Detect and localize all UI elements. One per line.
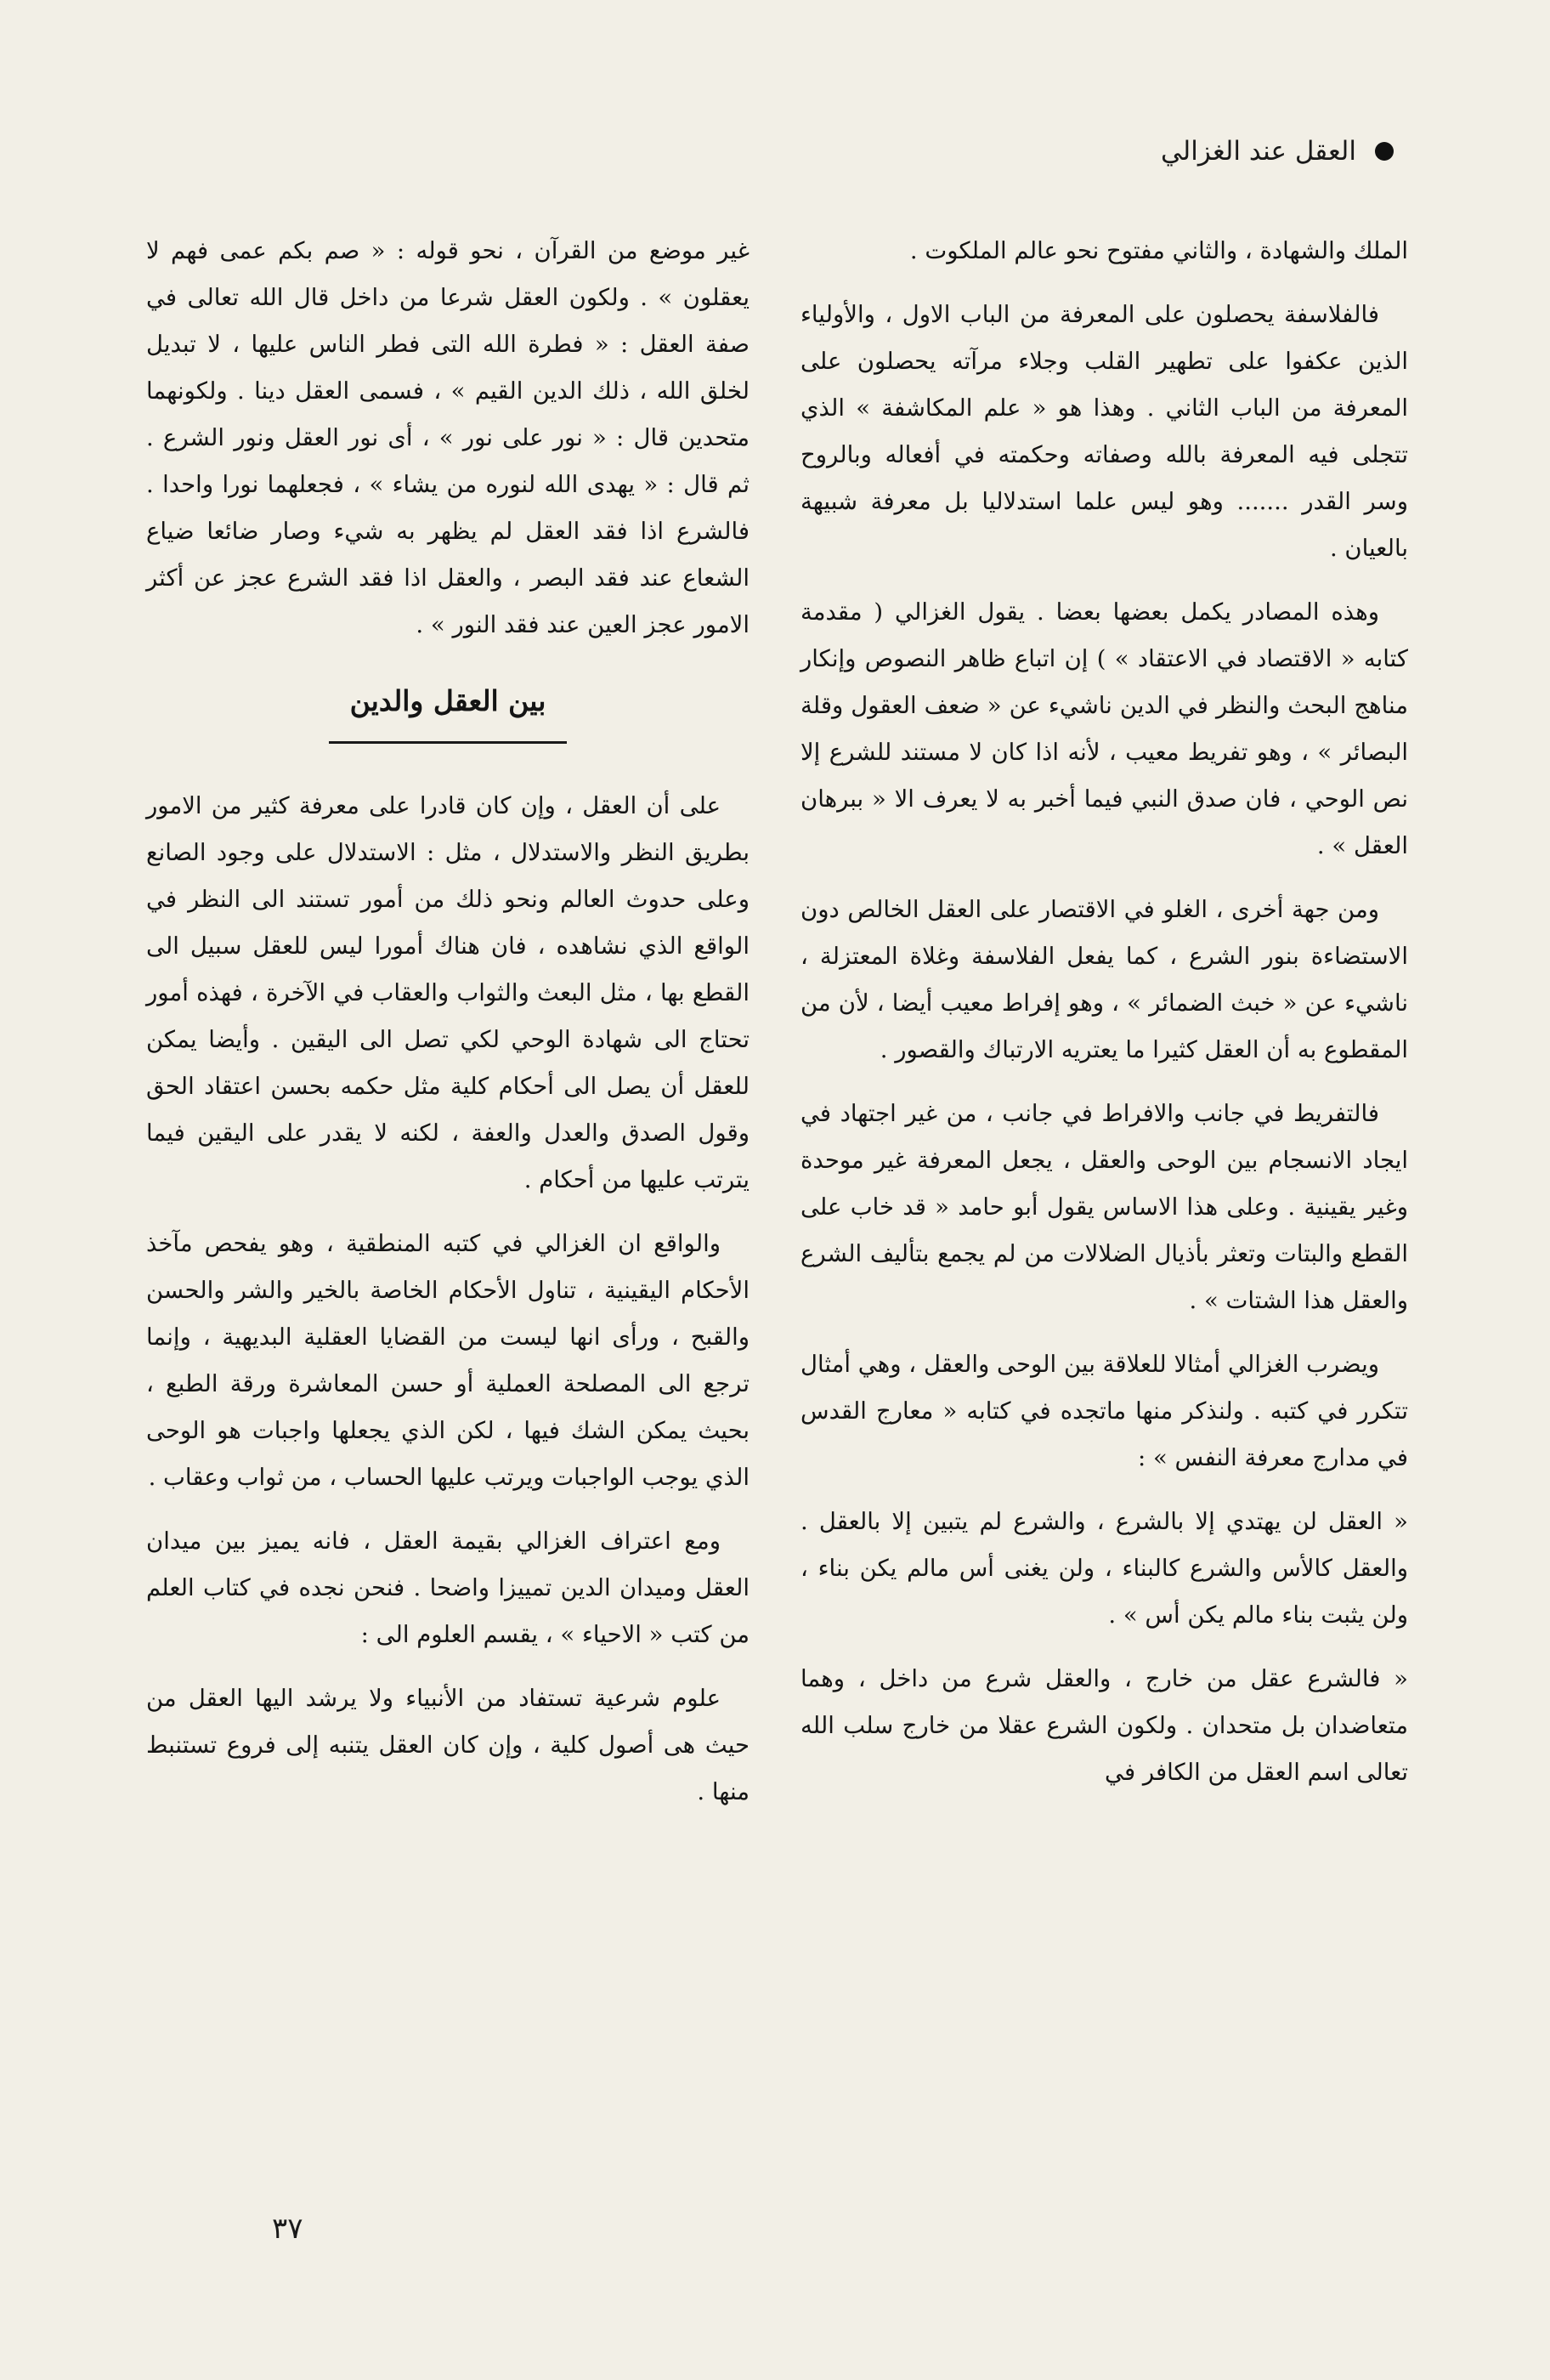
paragraph: على أن العقل ، وإن كان قادرا على معرفة كثير من الامور بطريق النظر والاستدلال ، مثل : الاستدلال على وجود الصانع وعلى حدوث العالم ونحو ذلك من أمور تستند الى النظر في الواقع الذي نشاهده ، فان هناك أمورا ليس للعقل سبيل الى القطع بها ، مثل البعث والثواب والعقاب في الآخرة ، فهذه أمور تحتاج الى شهادة الوحي لكي تصل الى اليقين . وأيضا يمكن للعقل أن يصل الى أحكام كلية مثل حكمه بحسن اعتقاد الحق وقول الصدق والعدل والعفة ، لكنه لا يقدر على اليقين فيما يترتب عليها من أحكام . — [146, 792, 750, 1193]
paragraph: وهذه المصادر يكمل بعضها بعضا . يقول الغزالي ( مقدمة كتابه « الاقتصاد في الاعتقاد » ) إن اتباع ظاهر النصوص وإنكار مناهج البحث والنظر في الدين ناشيء عن « ضعف العقول وقلة البصائر » ، وهو تفريط معيب ، لأنه اذا كان لا مستند للشرع إلا نص الوحي ، فان صدق النبي فيما أخبر به لا يعرف الا « ببرهان العقل » . — [800, 598, 1408, 859]
paragraph: علوم شرعية تستفاد من الأنبياء ولا يرشد اليها العقل من حيث هى أصول كلية ، وإن كان العقل يتنبه إلى فروع تستنبط منها . — [146, 1685, 750, 1805]
page-number: ٣٧ — [272, 2212, 303, 2246]
paragraph: ومع اعتراف الغزالي بقيمة العقل ، فانه يميز بين ميدان العقل وميدان الدين تمييزا واضحا . فنحن نجده في كتاب العلم من كتب « الاحياء » ، يقسم العلوم الى : — [146, 1527, 750, 1648]
paragraph: والواقع ان الغزالي في كتبه المنطقية ، وهو يفحص مآخذ الأحكام اليقينية ، تناول الأحكام الخاصة بالخير والشر والحسن والقبح ، ورأى انها ليست من القضايا العقلية البديهية ، وإنما ترجع الى المصلحة العملية أو حسن المعاشرة ورقة الطبع ، بحيث يمكن الشك فيها ، لكن الذي يجعلها واجبات هو الوحى الذي يوجب الواجبات ويرتب عليها الحساب ، من ثواب وعقاب . — [146, 1230, 750, 1491]
right-column — [800, 228, 1408, 1813]
paragraph: ويضرب الغزالي أمثالا للعلاقة بين الوحى والعقل ، وهي أمثال تتكرر في كتبه . ولنذكر منها ماتجده في كتابه « معارج القدس في مدارج معرفة النفس » : — [800, 1351, 1408, 1471]
section-title: بين العقل والدين — [349, 684, 546, 717]
bullet-icon — [1375, 142, 1394, 161]
paragraph: الملك والشهادة ، والثاني مفتوح نحو عالم الملكوت . — [909, 237, 1408, 264]
running-head: العقل عند الغزالي — [1160, 136, 1356, 167]
quotation: « فالشرع عقل من خارج ، والعقل شرع من داخل ، وهما متعاضدان بل متحدان . ولكون الشرع عقلا من خارج سلب الله تعالى اسم العقل من الكافر في — [800, 1665, 1408, 1786]
paragraph: غير موضع من القرآن ، نحو قوله : « صم بكم عمى فهم لا يعقلون » . ولكون العقل شرعا من داخل قال الله تعالى في صفة العقل : « فطرة الله التى فطر الناس عليها ، لا تبديل لخلق الله ، ذلك الدين القيم » ، فسمى العقل دينا . ولكونهما متحدين قال : « نور على نور » ، أى نور العقل ونور الشرع . ثم قال : « يهدى الله لنوره من يشاء » ، فجعلهما نورا واحدا . فالشرع اذا فقد العقل لم يظهر به شيء وصار ضائعا ضياع الشعاع عند فقد البصر ، والعقل اذا فقد الشرع عجز عن أكثر الامور عجز العين عند فقد النور » . — [146, 237, 750, 638]
paragraph: فالفلاسفة يحصلون على المعرفة من الباب الاول ، والأولياء الذين عكفوا على تطهير القلب وجلاء مرآته يحصلون على المعرفة من الباب الثاني . وهذا هو « علم المكاشفة » الذي تتجلى فيه المعرفة بالله وصفاته وحكمته في أفعاله وبالروح وسر القدر ....... وهو ليس علما استدلاليا بل معرفة شبيهة بالعيان . — [800, 301, 1408, 562]
section-divider — [329, 741, 567, 744]
quotation: « العقل لن يهتدي إلا بالشرع ، والشرع لم يتبين إلا بالعقل . والعقل كالأس والشرع كالبناء ، ولن يغنى أس مالم يكن بناء ، ولن يثبت بناء مالم يكن أس » . — [800, 1508, 1408, 1629]
paragraph: فالتفريط في جانب والافراط في جانب ، من غير اجتهاد في ايجاد الانسجام بين الوحى والعقل ، يجعل المعرفة غير موحدة وغير يقينية . وعلى هذا الاساس يقول أبو حامد « قد خاب على القطع والبتات وتعثر بأذيال الضلالات من لم يجمع بتأليف الشرع والعقل هذا الشتات » . — [800, 1100, 1408, 1314]
page-header — [153, 136, 1394, 167]
left-column — [146, 228, 750, 1833]
paragraph: ومن جهة أخرى ، الغلو في الاقتصار على العقل الخالص دون الاستضاءة بنور الشرع ، كما يفعل الفلاسفة وغلاة المعتزلة ، ناشيء عن « خبث الضمائر » ، وهو إفراط معيب أيضا ، لأن من المقطوع به أن العقل كثيرا ما يعتريه الارتباك والقصور . — [800, 896, 1408, 1063]
